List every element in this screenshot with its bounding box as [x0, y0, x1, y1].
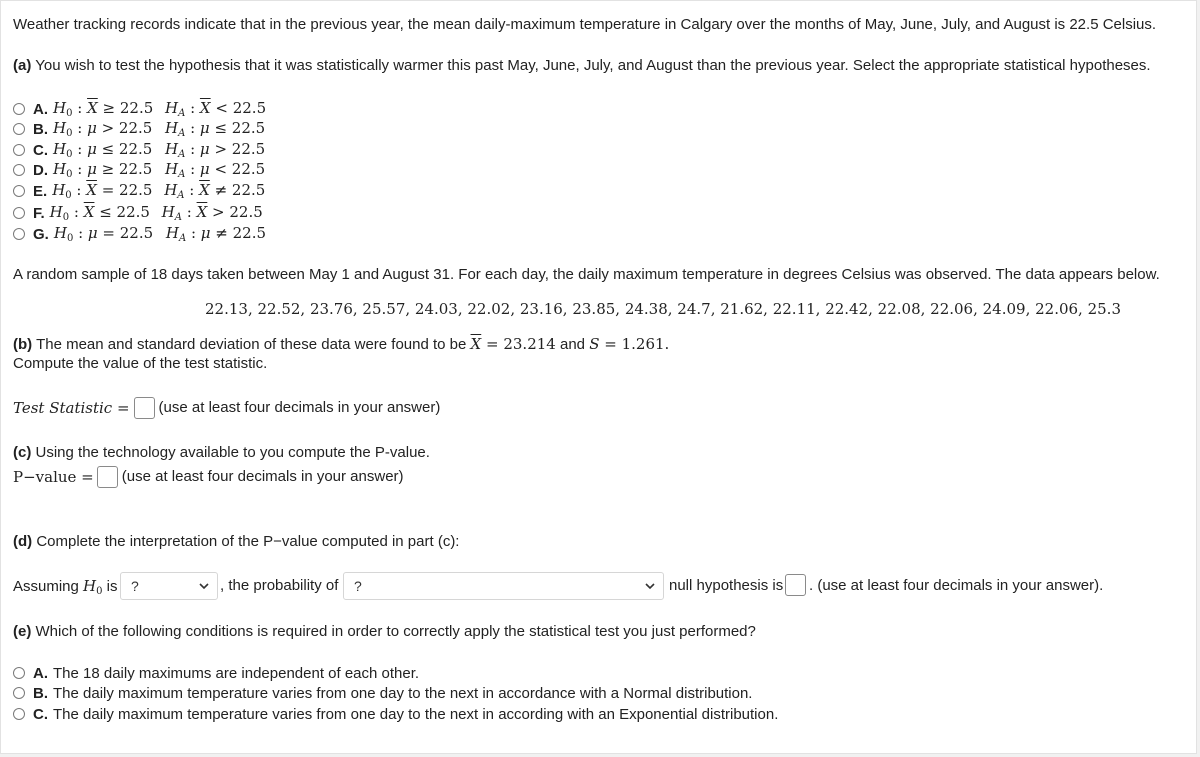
null-hypothesis: $H_0$ : μ = 22.5 [53, 224, 154, 244]
condition-option[interactable] [13, 704, 778, 724]
null-hypothesis: $H_0$ : $\overline{X} = 22.5$ [52, 181, 153, 201]
hypothesis-text [52, 181, 265, 201]
option-letter: G. [33, 225, 49, 243]
chevron-down-icon [643, 579, 657, 593]
option-letter: D. [33, 161, 48, 179]
probability-of-text: , the probability of [220, 577, 339, 594]
alternative-hypothesis: $H_A$ : μ < 22.5 [165, 160, 266, 180]
p-value-row [13, 466, 404, 488]
part-d-label: (d) [13, 533, 33, 550]
radio-button[interactable] [13, 667, 25, 679]
probability-value-input[interactable] [785, 574, 806, 596]
condition-option[interactable] [13, 663, 419, 683]
alternative-hypothesis: $H_A$ : μ > 22.5 [165, 140, 266, 160]
hypothesis-text [54, 224, 266, 244]
part-e-text: Which of the following conditions is required in order to correctly apply the statistical test you just performed? [35, 623, 756, 640]
chevron-down-icon [197, 579, 211, 593]
part-b-prompt [13, 334, 669, 355]
null-hypothesis: $H_0$ : $\overline{X} \le 22.5$ [49, 203, 150, 223]
option-letter: A. [33, 100, 48, 118]
hypothesis-option[interactable] [13, 119, 265, 139]
part-b-label: (b) [13, 336, 33, 353]
part-a-label: (a) [13, 57, 32, 74]
radio-button[interactable] [13, 123, 25, 135]
part-b-instruction: Compute the value of the test statistic. [13, 355, 268, 372]
part-d-prompt [13, 532, 459, 552]
option-letter: B. [33, 684, 48, 702]
sample-sd: S = 1.261. [589, 335, 670, 353]
probability-event-select-value: ? [354, 578, 362, 594]
p-value-hint: (use at least four decimals in your answer) [121, 468, 404, 485]
part-a-text: You wish to test the hypothesis that it was statistically warmer this past May, June, July, and August than the previous year. Select the appropriate statistical hypotheses. [35, 57, 1151, 74]
radio-button[interactable] [13, 103, 25, 115]
option-letter: F. [33, 204, 45, 222]
hypothesis-text [53, 140, 265, 160]
alternative-hypothesis: $H_A$ : $\overline{X} > 22.5$ [161, 203, 263, 223]
part-d-text: Complete the interpretation of the P−value computed in part (c): [36, 533, 460, 550]
hypothesis-text [53, 119, 265, 139]
part-c-prompt [13, 443, 430, 463]
option-letter: E. [33, 182, 48, 200]
radio-button[interactable] [13, 687, 25, 699]
test-statistic-label: Test Statistic = [13, 399, 130, 417]
p-value-label: P−value = [13, 468, 94, 486]
radio-button[interactable] [13, 228, 25, 240]
part-c-text: Using the technology available to you compute the P-value. [35, 444, 430, 461]
radio-button[interactable] [13, 164, 25, 176]
null-status-select[interactable] [120, 572, 218, 600]
p-value-input[interactable] [97, 466, 118, 488]
null-hypothesis: $H_0$ : μ ≤ 22.5 [53, 140, 153, 160]
test-statistic-hint: (use at least four decimals in your answer) [158, 399, 441, 416]
intro-text: Weather tracking records indicate that in the previous year, the mean daily-maximum temperature in Calgary over the months of May, June, July, and August is 22.5 Celsius. [13, 16, 1157, 33]
part-e-prompt [13, 622, 756, 642]
part-a-prompt [13, 56, 1151, 76]
part-b-text: The mean and standard deviation of these data were found to be [36, 336, 467, 353]
probability-event-select[interactable] [343, 572, 664, 600]
null-hypothesis: $H_0$ : $\overline{X} \ge 22.5$ [53, 99, 154, 119]
hypothesis-option[interactable] [13, 160, 265, 180]
radio-button[interactable] [13, 207, 25, 219]
option-text: The daily maximum temperature varies from one day to the next in according with an Exponential distribution. [53, 705, 779, 723]
null-hypothesis: $H_0$ : μ > 22.5 [53, 119, 153, 139]
sample-mean: $\overline{X} = 23.214$ [470, 335, 556, 353]
sample-description: A random sample of 18 days taken between May 1 and August 31. For each day, the daily maximum temperature in degrees Celsius was observed. The data appears below. [13, 266, 1160, 283]
option-letter: A. [33, 664, 48, 682]
test-statistic-input[interactable] [134, 397, 155, 419]
hypothesis-option[interactable] [13, 99, 266, 119]
hypothesis-text [53, 99, 266, 119]
hypothesis-option[interactable] [13, 203, 263, 223]
null-hypothesis-is-text: null hypothesis is [669, 577, 784, 594]
hypothesis-text [50, 203, 263, 223]
option-letter: B. [33, 120, 48, 138]
condition-option[interactable] [13, 683, 752, 703]
hypothesis-option[interactable] [13, 140, 265, 160]
part-e-label: (e) [13, 623, 32, 640]
assuming-text: Assuming $H_0$ is [13, 577, 118, 597]
radio-button[interactable] [13, 185, 25, 197]
radio-button[interactable] [13, 144, 25, 156]
test-statistic-row [13, 397, 440, 419]
null-status-select-value: ? [131, 578, 139, 594]
probability-hint: . (use at least four decimals in your answer). [809, 577, 1104, 594]
hypothesis-option[interactable] [13, 224, 266, 244]
null-hypothesis: $H_0$ : μ ≥ 22.5 [53, 160, 153, 180]
option-text: The daily maximum temperature varies from one day to the next in accordance with a Normal distribution. [53, 684, 753, 702]
alternative-hypothesis: $H_A$ : $\overline{X} \ne 22.5$ [164, 181, 266, 201]
hypothesis-option[interactable] [13, 181, 265, 201]
sample-data: 22.13, 22.52, 23.76, 25.57, 24.03, 22.02, 23.16, 23.85, 24.38, 24.7, 21.62, 22.11, 22.42, 22.08, 22.06, 24.09, 22.06, 25.3 [205, 300, 1121, 318]
option-text: The 18 daily maximums are independent of each other. [53, 664, 420, 682]
part-c-label: (c) [13, 444, 32, 461]
option-letter: C. [33, 705, 48, 723]
part-b-and: and [560, 336, 586, 353]
hypothesis-text [53, 160, 265, 180]
alternative-hypothesis: $H_A$ : $\overline{X} < 22.5$ [165, 99, 267, 119]
alternative-hypothesis: $H_A$ : μ ≤ 22.5 [165, 119, 266, 139]
option-letter: C. [33, 141, 48, 159]
radio-button[interactable] [13, 708, 25, 720]
alternative-hypothesis: $H_A$ : μ ≠ 22.5 [165, 224, 267, 244]
